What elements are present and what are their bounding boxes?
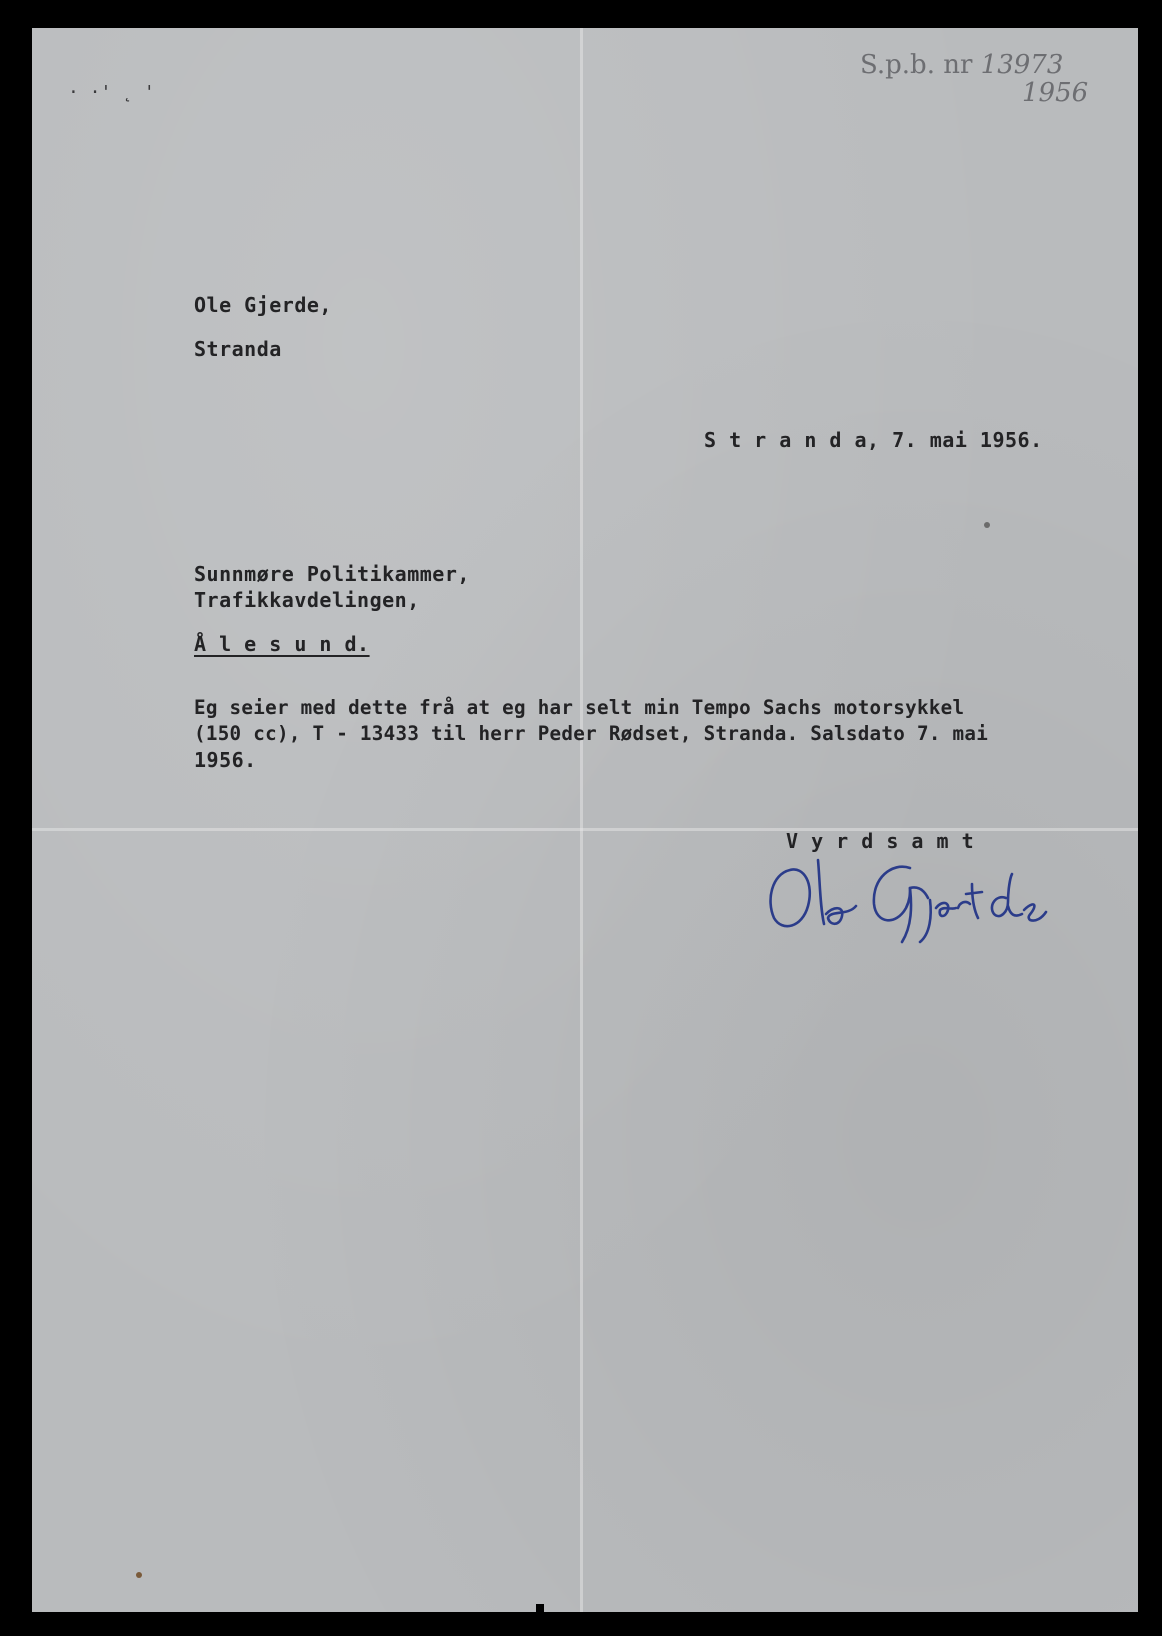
corner-marks: · ·' ˛ ': [68, 82, 155, 103]
paper-speck: [136, 1572, 142, 1578]
body-line3: 1956.: [194, 748, 257, 772]
stamp-label: S.p.b. nr: [860, 50, 973, 80]
recipient-line1: Sunnmøre Politikammer,: [194, 562, 470, 586]
closing: V y r d s a m t: [786, 829, 975, 853]
sender-name: Ole Gjerde,: [194, 293, 332, 317]
sender-place: Stranda: [194, 337, 282, 361]
dateline: S t r a n d a, 7. mai 1956.: [704, 428, 1043, 452]
vertical-fold-line: [580, 28, 583, 1612]
letter-paper: [32, 28, 1138, 1612]
paper-speck: [984, 522, 990, 528]
stamp-year: 1956: [1022, 78, 1089, 108]
body-line2: (150 cc), T - 13433 til herr Peder Rødset, Stranda. Salsdato 7. mai: [194, 722, 989, 745]
recipient-city: Å l e s u n d.: [194, 632, 370, 656]
handwritten-signature: [760, 848, 1060, 953]
recipient-line2: Trafikkavdelingen,: [194, 588, 420, 612]
body-line1: Eg seier med dette frå at eg har selt min Tempo Sachs motorsykkel: [194, 696, 965, 719]
archive-stamp: [860, 50, 1063, 80]
stamp-number: 13973: [980, 50, 1064, 80]
punch-hole: [536, 1604, 544, 1612]
